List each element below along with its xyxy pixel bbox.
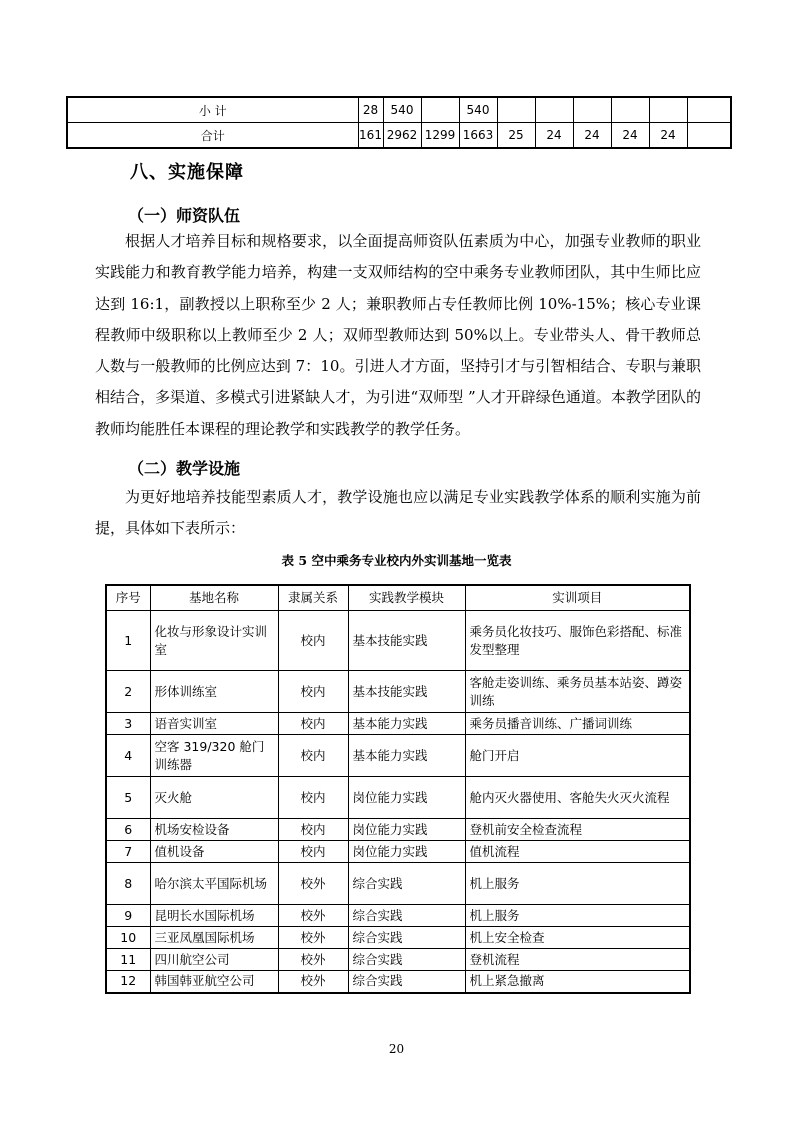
cell-training-project: 机上服务 [465,905,690,927]
cell-training-project: 舱内灭火器使用、客舱失火灭火流程 [465,777,690,819]
training-base-table [105,584,691,994]
table-caption: 表 5 空中乘务专业校内外实训基地一览表 [281,553,512,568]
table-row [106,927,690,949]
summary-row-label: 合计 [67,123,358,149]
cell-affiliation: 校内 [278,611,348,671]
cell-affiliation: 校内 [278,819,348,841]
summary-cell: 2962 [383,123,421,149]
summary-cell [687,123,731,149]
cell-base-name: 语音实训室 [150,713,278,735]
summary-cell: 540 [459,97,497,123]
subsection-title-faculty: （一）师资队伍 [128,206,241,225]
summary-cell: 25 [497,123,535,149]
cell-affiliation: 校内 [278,735,348,777]
page-number: 20 [388,1042,405,1056]
cell-affiliation: 校外 [278,971,348,993]
table-row [106,949,690,971]
cell-base-name: 值机设备 [150,841,278,863]
table-row [106,735,690,777]
table-row [106,971,690,993]
cell-training-project: 舱门开启 [465,735,690,777]
cell-base-name: 空客 319/320 舱门训练器 [150,735,278,777]
cell-affiliation: 校外 [278,927,348,949]
cell-base-name: 形体训练室 [150,671,278,713]
cell-practice-module: 综合实践 [348,863,465,905]
header-project: 实训项目 [465,585,690,611]
summary-cell [497,97,535,123]
cell-row-index: 9 [106,905,150,927]
cell-affiliation: 校外 [278,863,348,905]
cell-affiliation: 校外 [278,905,348,927]
summary-cell [649,97,687,123]
summary-cell: 1299 [421,123,459,149]
summary-cell: 24 [535,123,573,149]
table-row [106,671,690,713]
cell-affiliation: 校内 [278,671,348,713]
summary-cell [421,97,459,123]
cell-row-index: 6 [106,819,150,841]
cell-base-name: 三亚凤凰国际机场 [150,927,278,949]
cell-practice-module: 基本能力实践 [348,713,465,735]
cell-training-project: 登机前安全检查流程 [465,819,690,841]
cell-training-project: 乘务员播音训练、广播词训练 [465,713,690,735]
cell-row-index: 3 [106,713,150,735]
cell-practice-module: 综合实践 [348,905,465,927]
summary-table [66,96,732,149]
cell-practice-module: 岗位能力实践 [348,841,465,863]
cell-training-project: 值机流程 [465,841,690,863]
faculty-paragraph: 根据人才培养目标和规格要求，以全面提高师资队伍素质为中心，加强专业教师的职业实践能力和教育教学能力培养，构建一支双师结构的空中乘务专业教师团队，其中生师比应达到 16:1，副教授以上职称至少 2 人；兼职教师占专任教师比例 10%-15%；核心专业课程教师中级职称以上教师至少 2 人；双师型教师达到 50%以上。专业带头人、骨干教师总人数与一般教师的比例应达到 7：10。引进人才方面，坚持引才与引智相结合、专职与兼职相结合，多渠道、多模式引进紧缺人才，为引进“双师型 ”人才开辟绿色通道。本教学团队的教师均能胜任本课程的理论教学和实践教学的教学任务。 [95,232,701,438]
header-affiliation: 隶属关系 [278,585,348,611]
cell-base-name: 哈尔滨太平国际机场 [150,863,278,905]
cell-affiliation: 校内 [278,777,348,819]
cell-practice-module: 岗位能力实践 [348,819,465,841]
cell-practice-module: 基本技能实践 [348,611,465,671]
cell-training-project: 机上服务 [465,863,690,905]
summary-cell [611,97,649,123]
cell-affiliation: 校内 [278,713,348,735]
table-row [106,905,690,927]
cell-row-index: 10 [106,927,150,949]
table-row [106,819,690,841]
summary-row [67,123,731,149]
summary-row-label: 小 计 [67,97,358,123]
cell-row-index: 4 [106,735,150,777]
summary-cell: 24 [611,123,649,149]
cell-base-name: 化妆与形象设计实训室 [150,611,278,671]
table-row [106,713,690,735]
table-row [106,841,690,863]
cell-training-project: 登机流程 [465,949,690,971]
cell-practice-module: 岗位能力实践 [348,777,465,819]
summary-cell: 24 [649,123,687,149]
cell-row-index: 1 [106,611,150,671]
cell-training-project: 客舱走姿训练、乘务员基本站姿、蹲姿训练 [465,671,690,713]
cell-practice-module: 综合实践 [348,971,465,993]
summary-cell: 28 [358,97,383,123]
cell-practice-module: 综合实践 [348,927,465,949]
cell-training-project: 机上紧急撤离 [465,971,690,993]
cell-row-index: 5 [106,777,150,819]
cell-practice-module: 基本能力实践 [348,735,465,777]
cell-row-index: 12 [106,971,150,993]
table-row [106,863,690,905]
header-base-name: 基地名称 [150,585,278,611]
cell-affiliation: 校外 [278,949,348,971]
section-title: 八、实施保障 [130,162,244,183]
cell-row-index: 8 [106,863,150,905]
summary-cell [687,97,731,123]
cell-base-name: 韩国韩亚航空公司 [150,971,278,993]
header-module: 实践教学模块 [348,585,465,611]
summary-cell: 1663 [459,123,497,149]
summary-cell [573,97,611,123]
facilities-paragraph: 为更好地培养技能型素质人才，教学设施也应以满足专业实践教学体系的顺利实施为前提，具体如下表所示： [95,488,701,538]
cell-row-index: 7 [106,841,150,863]
cell-base-name: 机场安检设备 [150,819,278,841]
cell-base-name: 昆明长水国际机场 [150,905,278,927]
table-row [106,777,690,819]
cell-row-index: 2 [106,671,150,713]
cell-practice-module: 综合实践 [348,949,465,971]
summary-row [67,97,731,123]
cell-training-project: 机上安全检查 [465,927,690,949]
cell-training-project: 乘务员化妆技巧、服饰色彩搭配、标准发型整理 [465,611,690,671]
table-header-row [106,585,690,611]
cell-affiliation: 校内 [278,841,348,863]
subsection-title-facilities: （二）教学设施 [128,459,241,478]
summary-cell: 161 [358,123,383,149]
summary-cell [535,97,573,123]
cell-practice-module: 基本技能实践 [348,671,465,713]
cell-row-index: 11 [106,949,150,971]
cell-base-name: 四川航空公司 [150,949,278,971]
table-row [106,611,690,671]
cell-base-name: 灭火舱 [150,777,278,819]
summary-cell: 540 [383,97,421,123]
header-index: 序号 [106,585,150,611]
summary-cell: 24 [573,123,611,149]
